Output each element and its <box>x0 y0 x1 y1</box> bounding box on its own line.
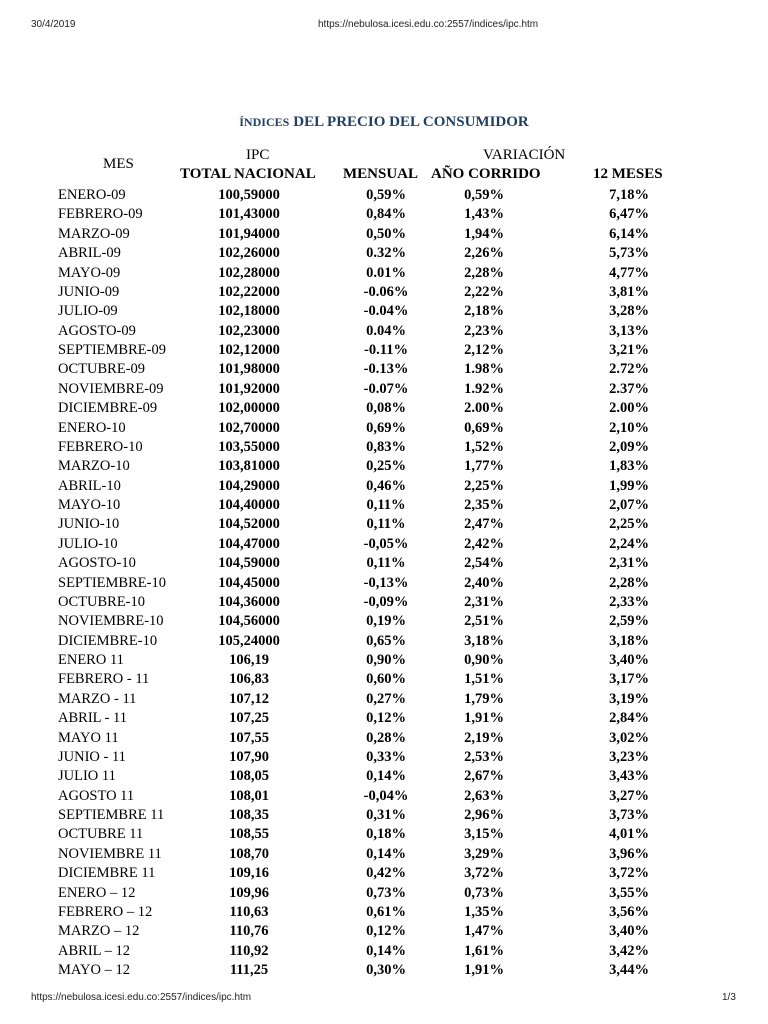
cell-ipc: 108,01 <box>229 787 269 804</box>
cell-12-meses: 1,99% <box>609 477 649 494</box>
cell-ipc: 104,56000 <box>218 613 280 630</box>
cell-12-meses: 3,02% <box>609 729 649 746</box>
print-header-url: https://nebulosa.icesi.edu.co:2557/indices/ipc.htm <box>318 19 539 30</box>
cell-12-meses: 2,33% <box>609 593 649 610</box>
cell-ano-corrido: 1,61% <box>464 942 504 959</box>
cell-mensual: 0,33% <box>366 748 406 765</box>
col-header-ano-corrido: AÑO CORRIDO <box>431 166 541 182</box>
cell-ano-corrido: 2,47% <box>464 516 504 533</box>
cell-ano-corrido: 1,35% <box>464 903 504 920</box>
cell-mes: FEBRERO - 11 <box>58 671 150 688</box>
table-row <box>0 380 768 399</box>
table-row <box>0 593 768 612</box>
cell-mes: AGOSTO-10 <box>58 555 136 572</box>
cell-ipc: 107,25 <box>229 710 269 727</box>
cell-12-meses: 3,44% <box>609 962 649 978</box>
cell-ipc: 106,83 <box>229 671 269 688</box>
cell-mensual: 0,73% <box>366 884 406 901</box>
table-row <box>0 477 768 496</box>
table-row <box>0 341 768 360</box>
cell-ipc: 100,59000 <box>218 187 280 203</box>
table-row <box>0 496 768 515</box>
cell-mensual: -0,04% <box>363 787 409 804</box>
table-row <box>0 806 768 825</box>
col-header-variacion: VARIACIÓN <box>483 147 566 163</box>
cell-ipc: 102,28000 <box>218 264 280 281</box>
cell-12-meses: 3,73% <box>609 807 649 823</box>
cell-12-meses: 3,96% <box>609 845 649 862</box>
print-date: 30/4/2019 <box>31 19 76 30</box>
cell-12-meses: 3,40% <box>609 652 649 668</box>
cell-mensual: 0,19% <box>366 613 406 630</box>
cell-12-meses: 2,10% <box>609 419 649 436</box>
cell-ano-corrido: 1.98% <box>464 361 504 378</box>
cell-12-meses: 3,40% <box>609 923 649 940</box>
cell-12-meses: 1,83% <box>609 458 649 475</box>
cell-ano-corrido: 2,67% <box>464 768 504 785</box>
cell-mes: AGOSTO-09 <box>58 322 136 339</box>
cell-ipc: 110,63 <box>229 903 269 920</box>
cell-ipc: 102,70000 <box>218 419 280 436</box>
cell-ano-corrido: 2,40% <box>464 574 504 591</box>
cell-mensual: 0,59% <box>366 187 406 203</box>
cell-mes: SEPTIEMBRE 11 <box>58 807 165 823</box>
cell-ano-corrido: 2,12% <box>464 342 504 358</box>
table-row <box>0 961 768 980</box>
cell-mensual: 0,83% <box>366 438 406 455</box>
cell-ipc: 104,47000 <box>218 535 280 552</box>
cell-12-meses: 3,21% <box>609 342 649 358</box>
cell-mensual: 0.04% <box>366 322 406 339</box>
cell-ipc: 102,26000 <box>218 245 280 262</box>
cell-12-meses: 3,72% <box>609 865 649 882</box>
cell-mensual: 0,08% <box>366 400 406 417</box>
table-row <box>0 690 768 709</box>
cell-12-meses: 4,77% <box>609 264 649 281</box>
cell-mes: MAYO-10 <box>58 497 121 513</box>
cell-ano-corrido: 3,72% <box>464 865 504 882</box>
cell-ipc: 104,36000 <box>218 593 280 610</box>
cell-mensual: 0,30% <box>366 962 406 978</box>
cell-ano-corrido: 2,63% <box>464 787 504 804</box>
cell-mensual: 0.01% <box>366 264 406 281</box>
cell-ano-corrido: 0,90% <box>464 652 504 668</box>
cell-ipc: 103,81000 <box>218 458 280 475</box>
cell-12-meses: 2,24% <box>609 535 649 552</box>
cell-ipc: 107,90 <box>229 748 269 765</box>
table-row <box>0 942 768 961</box>
cell-mensual: 0,11% <box>366 516 406 533</box>
cell-12-meses: 2.37% <box>609 380 649 397</box>
print-footer-url: https://nebulosa.icesi.edu.co:2557/indices/ipc.htm <box>31 992 252 1003</box>
cell-mensual: 0,84% <box>366 206 406 223</box>
page-title <box>0 113 768 131</box>
cell-ano-corrido: 1,77% <box>464 458 504 475</box>
cell-12-meses: 2,84% <box>609 710 649 727</box>
cell-mes: JULIO-10 <box>58 535 118 552</box>
cell-ano-corrido: 1,51% <box>464 671 504 688</box>
table-row <box>0 554 768 573</box>
cell-mensual: 0,11% <box>366 497 406 513</box>
table-row <box>0 264 768 283</box>
table-row <box>0 825 768 844</box>
cell-mensual: 0.32% <box>366 245 406 262</box>
cell-ipc: 104,52000 <box>218 516 280 533</box>
cell-mensual: 0,46% <box>366 477 406 494</box>
cell-ipc: 104,29000 <box>218 477 280 494</box>
table-row <box>0 283 768 302</box>
cell-mes: ENERO-09 <box>58 187 126 203</box>
cell-ipc: 104,40000 <box>218 497 280 513</box>
cell-ipc: 101,92000 <box>218 380 280 397</box>
cell-ipc: 102,18000 <box>218 303 280 320</box>
cell-mes: FEBRERO-10 <box>58 438 143 455</box>
col-header-total-nacional: TOTAL NACIONAL <box>180 166 316 182</box>
cell-mensual: -0.06% <box>363 283 409 300</box>
cell-12-meses: 3,27% <box>609 787 649 804</box>
cell-12-meses: 2,31% <box>609 555 649 572</box>
cell-ano-corrido: 2,42% <box>464 535 504 552</box>
cell-ano-corrido: 2,22% <box>464 283 504 300</box>
cell-mes: ENERO 11 <box>58 652 124 668</box>
cell-ano-corrido: 0,59% <box>464 187 504 203</box>
cell-ipc: 105,24000 <box>218 632 280 649</box>
cell-mes: JUNIO-09 <box>58 283 120 300</box>
page-number: 1/3 <box>722 992 736 1003</box>
cell-ipc: 101,94000 <box>218 225 280 242</box>
cell-12-meses: 2,25% <box>609 516 649 533</box>
cell-mensual: 0,28% <box>366 729 406 746</box>
table-row <box>0 186 768 205</box>
cell-ipc: 103,55000 <box>218 438 280 455</box>
cell-ipc: 102,22000 <box>218 283 280 300</box>
cell-mensual: 0,42% <box>366 865 406 882</box>
cell-mes: OCTUBRE-10 <box>58 593 145 610</box>
cell-12-meses: 2,07% <box>609 497 649 513</box>
cell-mes: ABRIL - 11 <box>58 710 128 727</box>
cell-ano-corrido: 2,19% <box>464 729 504 746</box>
cell-ipc: 110,76 <box>229 923 269 940</box>
cell-12-meses: 3,55% <box>609 884 649 901</box>
table-row <box>0 457 768 476</box>
cell-mes: MARZO-09 <box>58 225 130 242</box>
title-part-rest: DEL PRECIO DEL CONSUMIDOR <box>293 114 529 130</box>
table-row <box>0 205 768 224</box>
cell-mes: OCTUBRE 11 <box>58 826 144 843</box>
cell-mensual: 0,14% <box>366 768 406 785</box>
cell-ano-corrido: 1,52% <box>464 438 504 455</box>
cell-mes: NOVIEMBRE 11 <box>58 845 162 862</box>
cell-12-meses: 3,81% <box>609 283 649 300</box>
cell-mensual: 0,60% <box>366 671 406 688</box>
cell-mensual: 0,14% <box>366 845 406 862</box>
cell-mensual: 0,25% <box>366 458 406 475</box>
cell-mensual: -0.04% <box>363 303 409 320</box>
table-row <box>0 903 768 922</box>
cell-ipc: 102,23000 <box>218 322 280 339</box>
cell-mensual: -0,05% <box>363 535 409 552</box>
cell-mes: FEBRERO – 12 <box>58 903 153 920</box>
cell-ano-corrido: 3,15% <box>464 826 504 843</box>
table-row <box>0 670 768 689</box>
cell-mensual: 0,18% <box>366 826 406 843</box>
cell-ano-corrido: 2,54% <box>464 555 504 572</box>
col-header-ipc: IPC <box>246 147 270 163</box>
cell-12-meses: 2,09% <box>609 438 649 455</box>
table-row <box>0 244 768 263</box>
cell-ano-corrido: 1,91% <box>464 710 504 727</box>
table-row <box>0 787 768 806</box>
cell-ano-corrido: 1,91% <box>464 962 504 978</box>
cell-ipc: 108,35 <box>229 807 269 823</box>
cell-mensual: 0,65% <box>366 632 406 649</box>
cell-mes: JULIO 11 <box>58 768 116 785</box>
cell-12-meses: 3,19% <box>609 690 649 707</box>
cell-12-meses: 5,73% <box>609 245 649 262</box>
cell-ano-corrido: 0,69% <box>464 419 504 436</box>
table-row <box>0 651 768 670</box>
table-row <box>0 360 768 379</box>
cell-12-meses: 2,28% <box>609 574 649 591</box>
table-row <box>0 302 768 321</box>
table-row <box>0 709 768 728</box>
cell-ano-corrido: 2,26% <box>464 245 504 262</box>
cell-mensual: -0,09% <box>363 593 409 610</box>
table-row <box>0 845 768 864</box>
cell-mensual: 0,31% <box>366 807 406 823</box>
cell-mes: OCTUBRE-09 <box>58 361 145 378</box>
cell-ano-corrido: 2,25% <box>464 477 504 494</box>
cell-mensual: 0,12% <box>366 923 406 940</box>
cell-ano-corrido: 2,53% <box>464 748 504 765</box>
cell-12-meses: 3,13% <box>609 322 649 339</box>
cell-12-meses: 3,43% <box>609 768 649 785</box>
cell-12-meses: 6,47% <box>609 206 649 223</box>
cell-mes: FEBRERO-09 <box>58 206 143 223</box>
cell-mes: MARZO – 12 <box>58 923 140 940</box>
table-row <box>0 884 768 903</box>
col-header-12-meses: 12 MESES <box>593 166 663 182</box>
table-row <box>0 535 768 554</box>
cell-mensual: -0,13% <box>363 574 409 591</box>
cell-ano-corrido: 2,18% <box>464 303 504 320</box>
cell-ano-corrido: 3,29% <box>464 845 504 862</box>
cell-mes: DICIEMBRE-09 <box>58 400 158 417</box>
cell-mes: AGOSTO 11 <box>58 787 135 804</box>
cell-mes: DICIEMBRE-10 <box>58 632 158 649</box>
cell-12-meses: 2.00% <box>609 400 649 417</box>
cell-ipc: 107,12 <box>229 690 269 707</box>
cell-ano-corrido: 2,51% <box>464 613 504 630</box>
title-part-indices: ÍNDICES <box>239 115 290 129</box>
cell-12-meses: 3,28% <box>609 303 649 320</box>
cell-mes: DICIEMBRE 11 <box>58 865 156 882</box>
table-row <box>0 515 768 534</box>
table-row <box>0 632 768 651</box>
table-row <box>0 225 768 244</box>
cell-mensual: 0,61% <box>366 903 406 920</box>
cell-ano-corrido: 2,28% <box>464 264 504 281</box>
cell-ipc: 102,12000 <box>218 342 280 358</box>
cell-12-meses: 2.72% <box>609 361 649 378</box>
cell-mes: ENERO-10 <box>58 419 126 436</box>
cell-mes: NOVIEMBRE-10 <box>58 613 164 630</box>
cell-mes: JUNIO - 11 <box>58 748 126 765</box>
cell-12-meses: 4,01% <box>609 826 649 843</box>
cell-mensual: 0,50% <box>366 225 406 242</box>
cell-12-meses: 2,59% <box>609 613 649 630</box>
col-header-mes: MES <box>103 156 134 172</box>
cell-ipc: 104,59000 <box>218 555 280 572</box>
cell-ano-corrido: 1,43% <box>464 206 504 223</box>
cell-ano-corrido: 2.00% <box>464 400 504 417</box>
cell-mensual: 0,12% <box>366 710 406 727</box>
cell-ano-corrido: 0,73% <box>464 884 504 901</box>
cell-12-meses: 3,42% <box>609 942 649 959</box>
cell-mensual: -0.07% <box>363 380 409 397</box>
cell-ipc: 106,19 <box>229 652 269 668</box>
cell-ipc: 101,43000 <box>218 206 280 223</box>
table-row <box>0 922 768 941</box>
cell-ano-corrido: 2,23% <box>464 322 504 339</box>
table-row <box>0 767 768 786</box>
cell-ipc: 101,98000 <box>218 361 280 378</box>
cell-mes: SEPTIEMBRE-09 <box>58 342 166 358</box>
cell-ipc: 102,00000 <box>218 400 280 417</box>
col-header-mensual: MENSUAL <box>343 166 419 182</box>
cell-ano-corrido: 1,47% <box>464 923 504 940</box>
cell-ipc: 108,55 <box>229 826 269 843</box>
cell-12-meses: 6,14% <box>609 225 649 242</box>
cell-mensual: 0,14% <box>366 942 406 959</box>
cell-mensual: -0.11% <box>364 342 408 358</box>
cell-mes: MARZO-10 <box>58 458 130 475</box>
cell-ano-corrido: 2,96% <box>464 807 504 823</box>
cell-ano-corrido: 3,18% <box>464 632 504 649</box>
table-row <box>0 574 768 593</box>
cell-12-meses: 3,23% <box>609 748 649 765</box>
cell-mensual: 0,11% <box>366 555 406 572</box>
cell-ipc: 108,70 <box>229 845 269 862</box>
cell-12-meses: 3,56% <box>609 903 649 920</box>
table-row <box>0 322 768 341</box>
cell-ano-corrido: 1,94% <box>464 225 504 242</box>
cell-12-meses: 3,17% <box>609 671 649 688</box>
cell-12-meses: 3,18% <box>609 632 649 649</box>
cell-mes: MAYO – 12 <box>58 962 130 978</box>
cell-ipc: 104,45000 <box>218 574 280 591</box>
cell-mes: MAYO-09 <box>58 264 121 281</box>
cell-mes: NOVIEMBRE-09 <box>58 380 164 397</box>
cell-ano-corrido: 2,31% <box>464 593 504 610</box>
ipc-table-body <box>0 186 768 980</box>
table-row <box>0 612 768 631</box>
cell-mensual: 0,69% <box>366 419 406 436</box>
cell-ipc: 107,55 <box>229 729 269 746</box>
cell-ipc: 109,16 <box>229 865 269 882</box>
cell-ipc: 110,92 <box>229 942 269 959</box>
cell-mes: SEPTIEMBRE-10 <box>58 574 166 591</box>
table-row <box>0 438 768 457</box>
cell-ano-corrido: 1.92% <box>464 380 504 397</box>
cell-ipc: 109,96 <box>229 884 269 901</box>
table-row <box>0 748 768 767</box>
cell-mensual: 0,90% <box>366 652 406 668</box>
table-row <box>0 729 768 748</box>
cell-mes: JUNIO-10 <box>58 516 120 533</box>
table-row <box>0 419 768 438</box>
cell-ipc: 111,25 <box>229 962 269 978</box>
cell-mes: ENERO – 12 <box>58 884 136 901</box>
cell-ano-corrido: 2,35% <box>464 497 504 513</box>
cell-mensual: -0.13% <box>363 361 409 378</box>
cell-mes: ABRIL-10 <box>58 477 121 494</box>
cell-12-meses: 7,18% <box>609 187 649 203</box>
table-row <box>0 399 768 418</box>
cell-mes: JULIO-09 <box>58 303 118 320</box>
cell-ipc: 108,05 <box>229 768 269 785</box>
cell-mes: ABRIL-09 <box>58 245 121 262</box>
cell-mes: MARZO - 11 <box>58 690 137 707</box>
cell-mensual: 0,27% <box>366 690 406 707</box>
cell-mes: ABRIL – 12 <box>58 942 130 959</box>
cell-mes: MAYO 11 <box>58 729 119 746</box>
table-row <box>0 864 768 883</box>
cell-ano-corrido: 1,79% <box>464 690 504 707</box>
